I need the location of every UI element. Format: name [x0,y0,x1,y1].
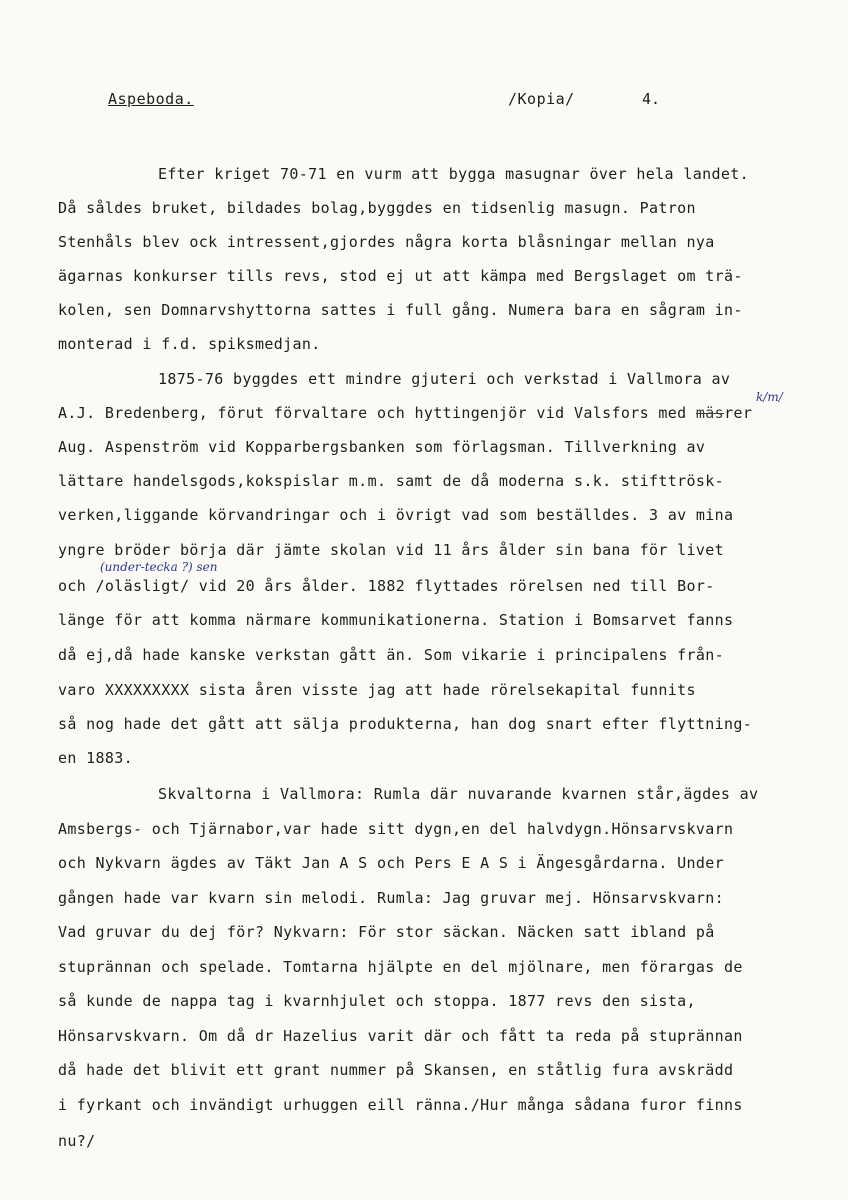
text-line: i fyrkant och invändigt urhuggen eill ränna./Hur många sådana furor finns [58,1096,743,1114]
text-line: A.J. Bredenberg, förut förvaltare och hyttingenjör vid Valsfors med [58,404,687,422]
page-number: 4. [642,90,661,108]
text-line: en 1883. [58,749,134,767]
handwritten-annotation: (under-tecka ?) sen [100,560,218,574]
struck-text: mäs [695,404,725,422]
text-line: nu?/ [58,1132,96,1150]
text-line: verken,liggande körvandringar och i övrigt vad som beställdes. 3 av mina [58,506,734,524]
page-header [0,90,848,114]
text-line: varo XXXXXXXXX sista åren visste jag att hade rörelsekapital funnits [58,681,696,699]
text-line: och /oläsligt/ vid 20 års ålder. 1882 flyttades rörelsen ned till Bor- [58,577,715,595]
text-line: Vad gruvar du dej för? Nykvarn: För stor säckan. Näcken satt ibland på [58,923,715,941]
text-line: så nog hade det gått att sälja produkterna, han dog snart efter flyttning- [58,715,753,733]
text-line: ägarnas konkurser tills revs, stod ej ut att kämpa med Bergslaget om trä- [58,267,743,285]
text-line: och Nykvarn ägdes av Täkt Jan A S och Pers E A S i Ängesgårdarna. Under [58,854,725,872]
text-line: Stenhåls blev ock intressent,gjordes några korta blåsningar mellan nya [58,233,715,251]
text-line: 1875-76 byggdes ett mindre gjuteri och verkstad i Vallmora av [158,370,731,388]
text-line: då ej,då hade kanske verkstan gått än. Som vikarie i principalens från- [58,646,725,664]
text-line: då hade det blivit ett grant nummer på Skansen, en ståtlig fura avskrädd [58,1061,734,1079]
handwritten-annotation: k/m/ [756,390,783,404]
text-line: länge för att komma närmare kommunikationerna. Station i Bomsarvet fanns [58,611,734,629]
text-line: så kunde de nappa tag i kvarnhjulet och stoppa. 1877 revs den sista, [58,992,696,1010]
text-line: kolen, sen Domnarvshyttorna sattes i full gång. Numera bara en sågram in- [58,301,743,319]
copy-label: /Kopia/ [508,90,575,108]
text-line: Efter kriget 70-71 en vurm att bygga masugnar över hela landet. [158,165,749,183]
text-line: monterad i f.d. spiksmedjan. [58,335,321,353]
text-line: Hönsarvskvarn. Om då dr Hazelius varit där och fått ta reda på stuprännan [58,1027,743,1045]
text-line-with-correction [58,403,818,423]
text-line: Skvaltorna i Vallmora: Rumla där nuvarande kvarnen står,ägdes av [158,785,759,803]
text-fragment: rer [724,404,753,422]
text-line: gången hade var kvarn sin melodi. Rumla: Jag gruvar mej. Hönsarvskvarn: [58,889,725,907]
text-line: stuprännan och spelade. Tomtarna hjälpte en del mjölnare, men förargas de [58,958,743,976]
text-line: lättare handelsgods,kokspislar m.m. samt de då moderna s.k. stifttrösk- [58,472,725,490]
place-heading: Aspeboda. [108,90,194,108]
text-line: Då såldes bruket, bildades bolag,byggdes en tidsenlig masugn. Patron [58,199,696,217]
text-line: yngre bröder börja där jämte skolan vid 11 års ålder sin bana för livet [58,541,725,559]
text-line: Aug. Aspenström vid Kopparbergsbanken som förlagsman. Tillverkning av [58,438,706,456]
text-line: Amsbergs- och Tjärnabor,var hade sitt dygn,en del halvdygn.Hönsarvskvarn [58,820,734,838]
